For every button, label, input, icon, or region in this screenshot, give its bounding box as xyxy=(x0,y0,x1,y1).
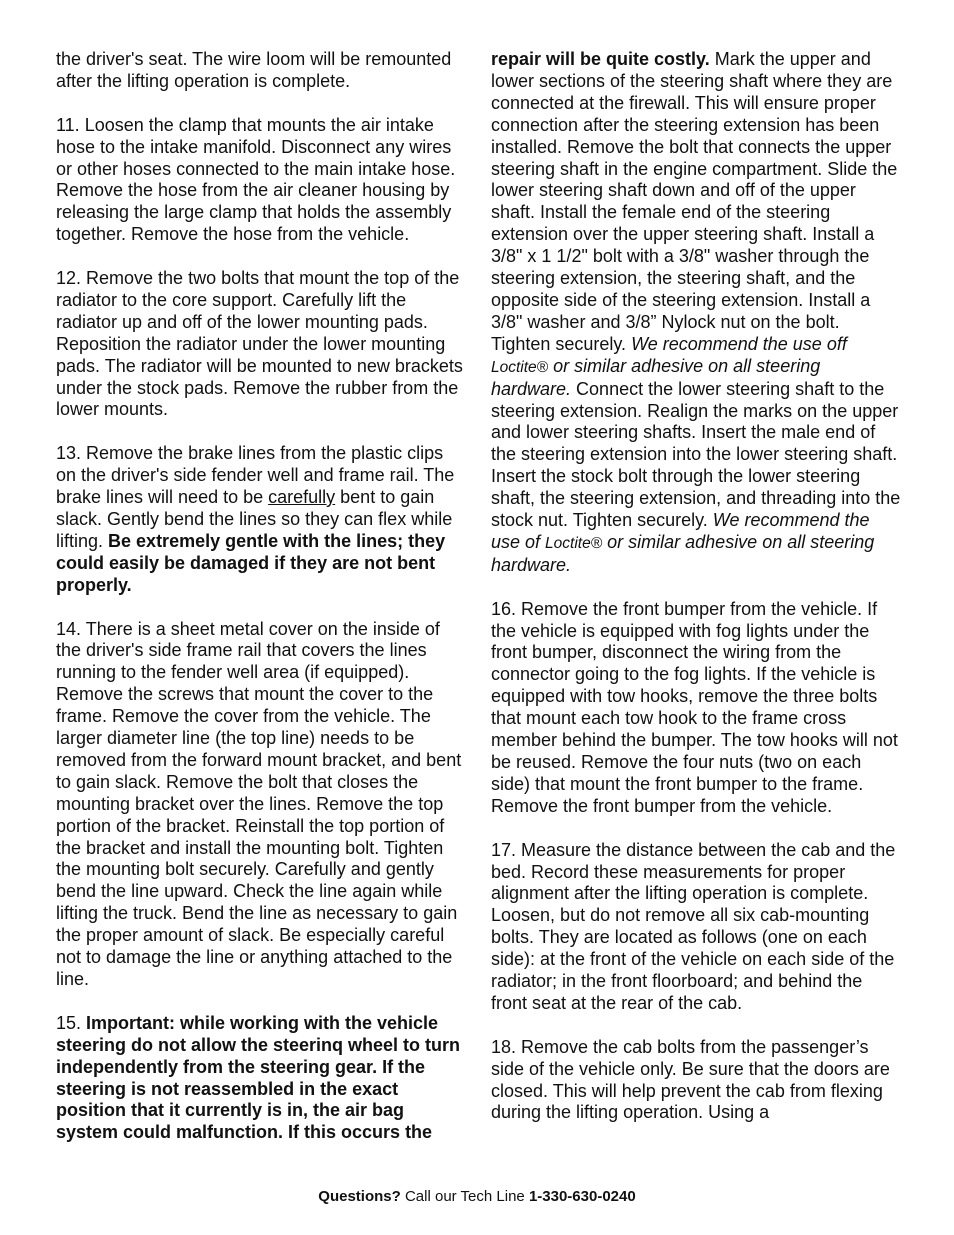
footer-tech-line xyxy=(0,1188,954,1206)
step-16: 16. Remove the front bumper from the vehicle. If the vehicle is equipped with fog lights under the front bumper, disconnect the wiring from the connector going to the fog lights. If the vehicle is equipped with tow hooks, remove the three bolts that mount each tow hook to the frame cross member behind the bumper. The tow hooks will not be reused. Remove the four nuts (two on each side) that mount the front bumper to the frame. Remove the front bumper from the vehicle. xyxy=(491,598,898,816)
recommendation-1: We recommend the use off xyxy=(631,333,847,354)
recommendation-2-end: or similar adhesive on all steering hardware. xyxy=(491,531,875,575)
step-15-important: Important: while working with the vehicle steering do not allow the steerinq wheel to turn independently from the steering gear. If the steering is not reassembled in the exact position that it currently is in, the air bag system could malfunction. If this occurs the xyxy=(56,1012,461,1143)
step-12: 12. Remove the two bolts that mount the top of the radiator to the core support. Carefully lift the radiator up and off of the lower mounting pads. Reposition the radiator under the lower mounting pads. The radiator will be mounted to new brackets under the stock pads. Remove the rubber from the lower mounts. xyxy=(56,268,463,420)
step-13 xyxy=(56,443,464,596)
step-15-number: 15. xyxy=(56,1012,87,1033)
left-column xyxy=(56,49,464,1144)
step-15-continued xyxy=(491,49,901,577)
step-15-cont-text: Mark the upper and lower sections of the steering shaft where they are connected at the firewall. This will ensure proper connection after the steering extension has been installed. Remove the bolt that connects the upper steering shaft in the engine compartment. Slide the lower steering shaft down and off of the upper shaft. Install the female end of the steering extension over the upper steering shaft. Install a 3/8" x 1 1/2" bolt with a 3/8" washer through the steering extension, the steering shaft, and the opposite side of the steering extension. Install a 3/8" washer and 3/8” Nylock nut on the bolt. Tighten securely. xyxy=(491,49,898,354)
footer-questions: Questions? xyxy=(318,1188,401,1205)
step-14: 14. There is a sheet metal cover on the inside of the driver's side frame rail that covers the lines running to the fender well area (if equipped). Remove the screws that mount the cover to the frame. Remove the cover from the vehicle. The larger diameter line (the top line) needs to be removed from the forward mount bracket, and bent to gain slack. Remove the bolt that closes the mounting bracket over the lines. Remove the top portion of the bracket. Reinstall the top portion of the bracket and install the mounting bolt. Tighten the mounting bolt securely. Carefully and gently bend the line upward. Check the line again while lifting the truck. Bend the line as necessary to gain the proper amount of slack. Be especially careful not to damage the line or anything attached to the line. xyxy=(56,618,462,989)
right-column xyxy=(491,49,901,1124)
step-15 xyxy=(56,1013,464,1144)
paragraph-intro: the driver's seat. The wire loom will be remounted after the lifting operation is complete. xyxy=(56,49,452,91)
loctite-brand-2: Loctite® xyxy=(545,534,603,552)
step-15-cont-bold: repair will be quite costly. xyxy=(491,49,710,69)
step-11: 11. Loosen the clamp that mounts the air intake hose to the intake manifold. Disconnect any wires or other hoses connected to the main intake hose. Remove the hose from the air cleaner housing by releasing the large clamp that holds the assembly together. Remove the hose from the vehicle. xyxy=(56,114,456,245)
step-13-text: 13. Remove the brake lines from the plastic clips on the driver's side fender well and frame rail. The brake lines will need to be xyxy=(56,443,455,508)
step-18: 18. Remove the cab bolts from the passenger’s side of the vehicle only. Be sure that the doors are closed. This will help prevent the cab from flexing during the lifting operation. Using a xyxy=(491,1036,890,1123)
loctite-brand-1: Loctite® xyxy=(491,358,549,376)
footer-call-text: Call our Tech Line xyxy=(400,1188,529,1205)
recommendation-1-end: or similar adhesive on all steering hardware. xyxy=(491,355,821,399)
step-13-warning: Be extremely gentle with the lines; they could easily be damaged if they are not bent properly. xyxy=(56,530,446,595)
step-17: 17. Measure the distance between the cab and the bed. Record these measurements for proper alignment after the lifting operation is complete. Loosen, but do not remove all six cab-mounting bolts. They are located as follows (one on each side): at the front of the vehicle on each side of the radiator; in the front floorboard; and behind the front seat at the rear of the cab. xyxy=(491,839,896,1013)
step-13-text-2: bent to gain slack. Gently bend the lines so they can flex while lifting. xyxy=(56,487,453,551)
recommendation-2: We recommend the use of xyxy=(491,510,870,552)
footer-phone-number: 1-330-630-0240 xyxy=(528,1188,636,1205)
step-13-underlined: carefully xyxy=(268,487,336,508)
step-15-cont-text-2: Connect the lower steering shaft to the steering extension. Realign the marks on the upper and lower steering shafts. Insert the male end of the steering extension into the lower steering shaft. Insert the stock bolt through the lower steering shaft, the steering extension, and threading into the stock nut. Tighten securely. xyxy=(491,378,901,531)
